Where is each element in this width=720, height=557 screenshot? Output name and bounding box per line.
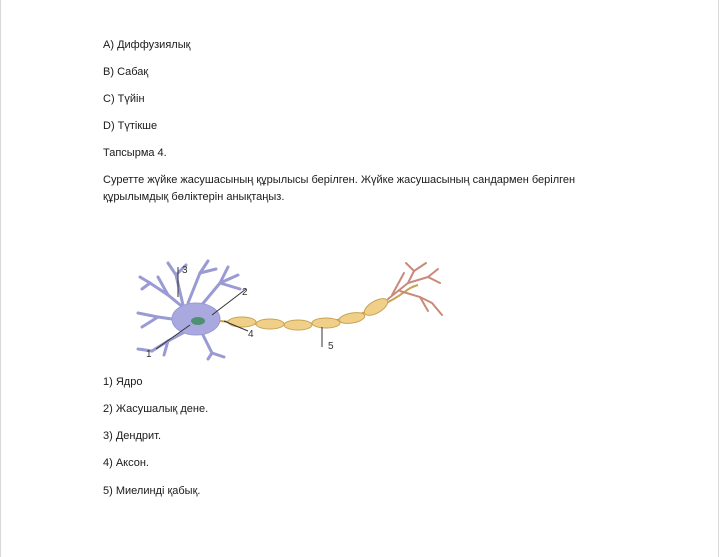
option-b: [103, 64, 148, 80]
page-edge-left: [0, 0, 1, 557]
option-text: Диффузиялық: [117, 39, 191, 51]
option-c: [103, 91, 145, 107]
axon-terminals: [388, 263, 442, 315]
task-description: Суретте жүйке жасушасының құрылысы берілген. Жүйке жасушасының сандармен берілген құрылымдық бөліктерін анықтаңыз.: [103, 174, 576, 203]
neuron-figure: [128, 255, 448, 365]
option-letter: A): [103, 39, 114, 51]
label-3: 3: [182, 265, 188, 276]
nucleus: [191, 317, 205, 325]
label-4: 4: [248, 329, 254, 340]
option-d: [103, 118, 157, 134]
option-text: Сабақ: [117, 66, 149, 78]
answer-3: 3) Дендрит.: [103, 430, 162, 442]
option-letter: D): [103, 120, 115, 132]
answer-1: 1) Ядро: [103, 376, 143, 388]
answer-4: 4) Аксон.: [103, 457, 149, 469]
label-5: 5: [328, 341, 334, 352]
option-letter: C): [103, 93, 115, 105]
page-edge-right: [718, 0, 719, 557]
option-a: [103, 37, 190, 53]
answer-2: 2) Жасушалық дене.: [103, 403, 209, 415]
answer-5: 5) Миелинді қабық.: [103, 485, 201, 497]
neuron-diagram: [128, 255, 448, 365]
option-text: Түйін: [117, 93, 145, 105]
option-text: Түтікше: [117, 120, 158, 132]
task-title: Тапсырма 4.: [103, 147, 167, 159]
myelin-sheath: [228, 295, 390, 330]
label-2: 2: [242, 287, 248, 298]
option-letter: B): [103, 66, 114, 78]
label-1: 1: [146, 349, 152, 360]
